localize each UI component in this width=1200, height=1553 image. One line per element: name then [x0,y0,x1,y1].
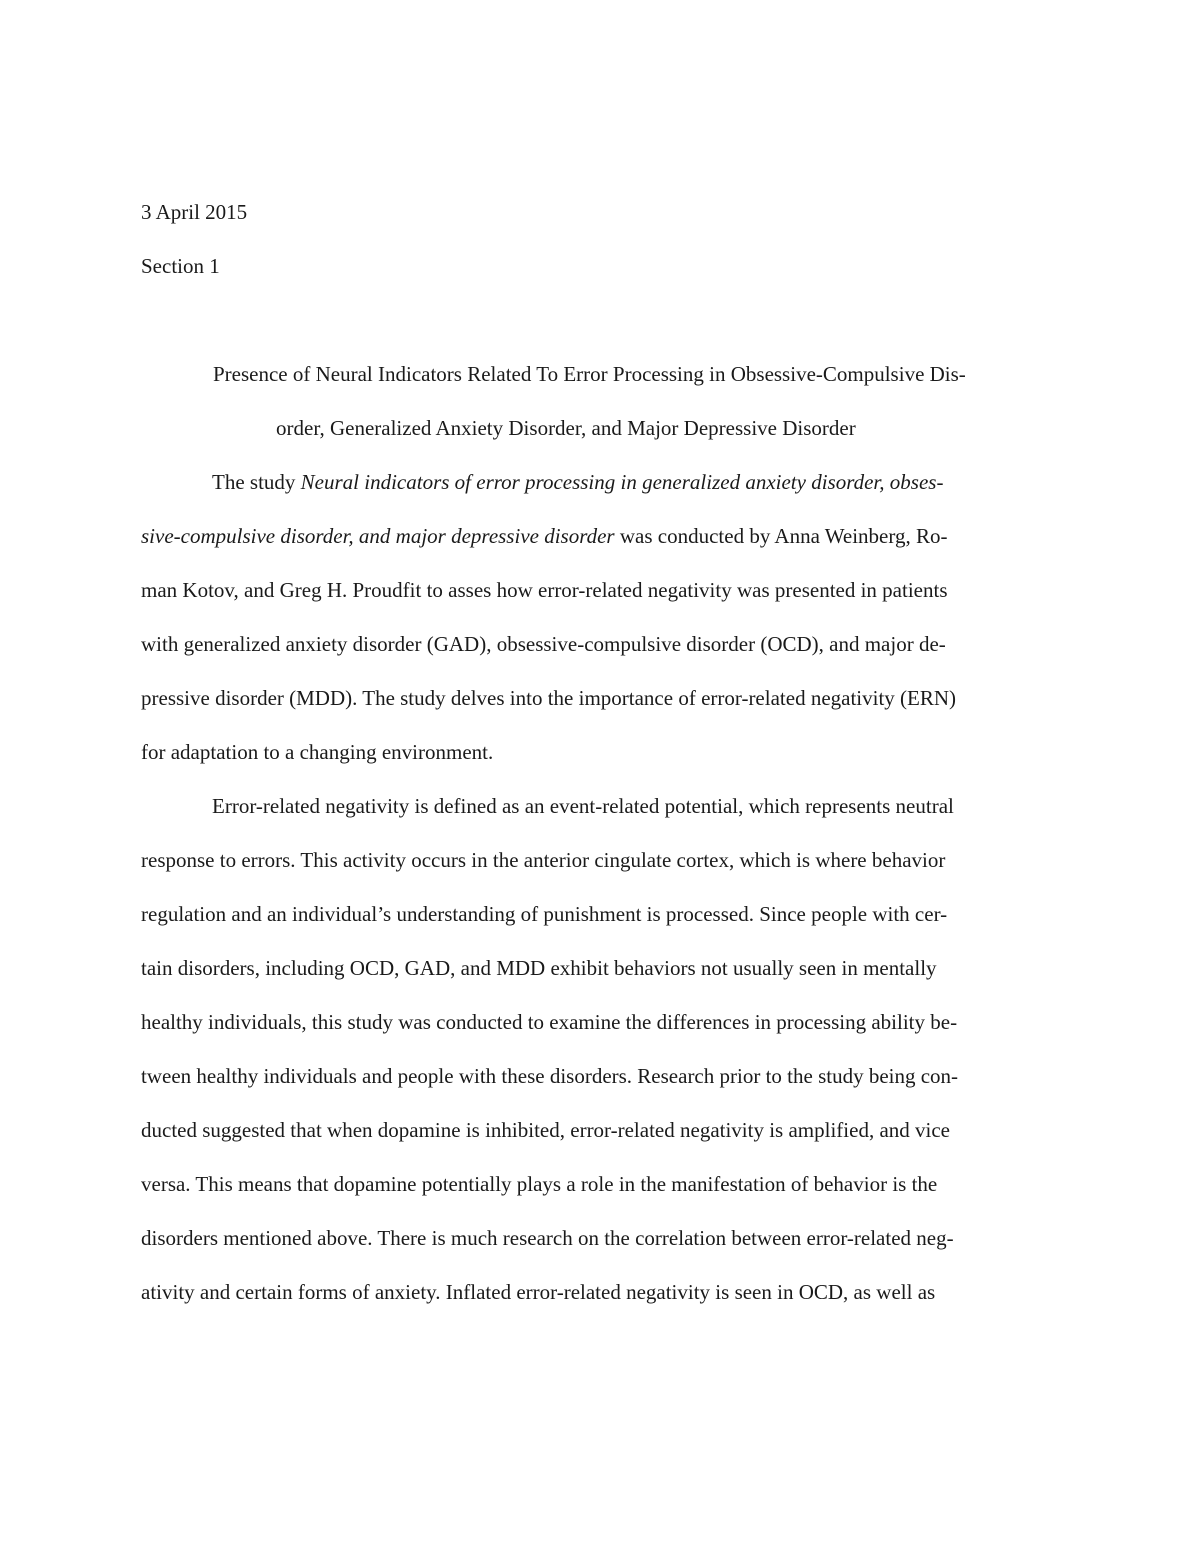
paragraph-1-text: was conducted by Anna Weinberg, Ro- [614,524,948,548]
paragraph-2-line-1: Error-related negativity is defined as an event-related potential, which represents neutral [212,794,954,818]
paragraph-2-line-9: disorders mentioned above. There is much research on the correlation between error-related neg- [141,1226,954,1250]
paragraph-2-line-10: ativity and certain forms of anxiety. Inflated error-related negativity is seen in OCD, as well as [141,1280,936,1304]
paragraph-2-line-5: healthy individuals, this study was conducted to examine the differences in processing ability be- [141,1010,958,1034]
paragraph-2-line-4: tain disorders, including OCD, GAD, and MDD exhibit behaviors not usually seen in mentally [141,956,937,980]
paragraph-1-line-6: for adaptation to a changing environment. [141,740,494,764]
paragraph-2-line-7: ducted suggested that when dopamine is inhibited, error-related negativity is amplified, and vice [141,1118,951,1142]
paragraph-1-line-4: with generalized anxiety disorder (GAD), obsessive-compulsive disorder (OCD), and major de- [141,632,946,656]
paragraph-2-line-6: tween healthy individuals and people with these disorders. Research prior to the study being con- [141,1064,959,1088]
paragraph-1-line-2 [141,522,948,550]
paragraph-2-line-2: response to errors. This activity occurs in the anterior cingulate cortex, which is where behavior [141,848,946,872]
title-line-2: order, Generalized Anxiety Disorder, and Major Depressive Disorder [276,416,856,440]
section-line: Section 1 [141,254,220,278]
paragraph-1-text: The study [212,470,301,494]
paragraph-1-line-1 [212,468,943,496]
cited-study-title-cont: sive-compulsive disorder, and major depressive disorder [141,524,615,548]
date-line: 3 April 2015 [141,200,248,224]
paragraph-1-line-5: pressive disorder (MDD). The study delves into the importance of error-related negativity (ERN) [141,686,957,710]
cited-study-title: Neural indicators of error processing in generalized anxiety disorder, obses- [300,470,944,494]
paragraph-2-line-8: versa. This means that dopamine potentially plays a role in the manifestation of behavior is the [141,1172,938,1196]
title-line-1: Presence of Neural Indicators Related To Error Processing in Obsessive-Compulsive Dis- [213,362,966,386]
paragraph-2-line-3: regulation and an individual’s understanding of punishment is processed. Since people with cer- [141,902,948,926]
paragraph-1-line-3: man Kotov, and Greg H. Proudfit to asses how error-related negativity was presented in patients [141,578,948,602]
